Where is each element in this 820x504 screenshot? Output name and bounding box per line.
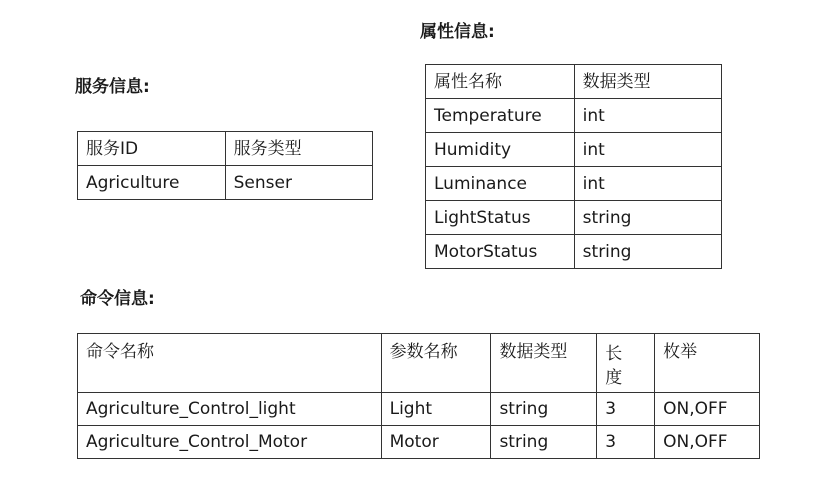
cell-property-name: Humidity (426, 133, 575, 167)
table-row (426, 167, 722, 201)
property-info-heading: 属性信息: (420, 22, 495, 42)
cell-data-type: int (574, 133, 721, 167)
cell-service-type: Senser (225, 166, 372, 200)
header-service-type: 服务类型 (225, 132, 372, 166)
cell-property-name: Temperature (426, 99, 575, 133)
cell-property-name: MotorStatus (426, 235, 575, 269)
property-table (425, 64, 722, 269)
cell-property-name: Luminance (426, 167, 575, 201)
cell-data-type: string (491, 393, 597, 426)
command-table (77, 333, 760, 459)
cell-length: 3 (597, 393, 655, 426)
header-length (597, 334, 655, 393)
service-table (77, 131, 373, 200)
header-data-type: 数据类型 (574, 65, 721, 99)
cell-length: 3 (597, 426, 655, 459)
cell-enum: ON,OFF (655, 426, 760, 459)
cell-data-type: int (574, 99, 721, 133)
header-data-type: 数据类型 (491, 334, 597, 393)
cell-parameter-name: Light (381, 393, 491, 426)
table-row (426, 201, 722, 235)
table-header-row (78, 334, 760, 393)
cell-property-name: LightStatus (426, 201, 575, 235)
table-row (78, 166, 373, 200)
header-command-name: 命令名称 (78, 334, 382, 393)
service-info-heading: 服务信息: (75, 77, 150, 97)
header-property-name: 属性名称 (426, 65, 575, 99)
cell-parameter-name: Motor (381, 426, 491, 459)
cell-data-type: string (491, 426, 597, 459)
cell-command-name: Agriculture_Control_light (78, 393, 382, 426)
cell-service-id: Agriculture (78, 166, 226, 200)
header-parameter-name: 参数名称 (381, 334, 491, 393)
cell-data-type: string (574, 201, 721, 235)
command-info-heading: 命令信息: (80, 289, 155, 309)
table-row (426, 235, 722, 269)
table-header-row (78, 132, 373, 166)
header-length-label: 长度 (605, 344, 623, 388)
cell-enum: ON,OFF (655, 393, 760, 426)
table-row (426, 133, 722, 167)
cell-data-type: int (574, 167, 721, 201)
header-enum: 枚举 (655, 334, 760, 393)
table-header-row (426, 65, 722, 99)
cell-data-type: string (574, 235, 721, 269)
table-row (78, 426, 760, 459)
table-row (426, 99, 722, 133)
table-row (78, 393, 760, 426)
cell-command-name: Agriculture_Control_Motor (78, 426, 382, 459)
header-service-id: 服务ID (78, 132, 226, 166)
